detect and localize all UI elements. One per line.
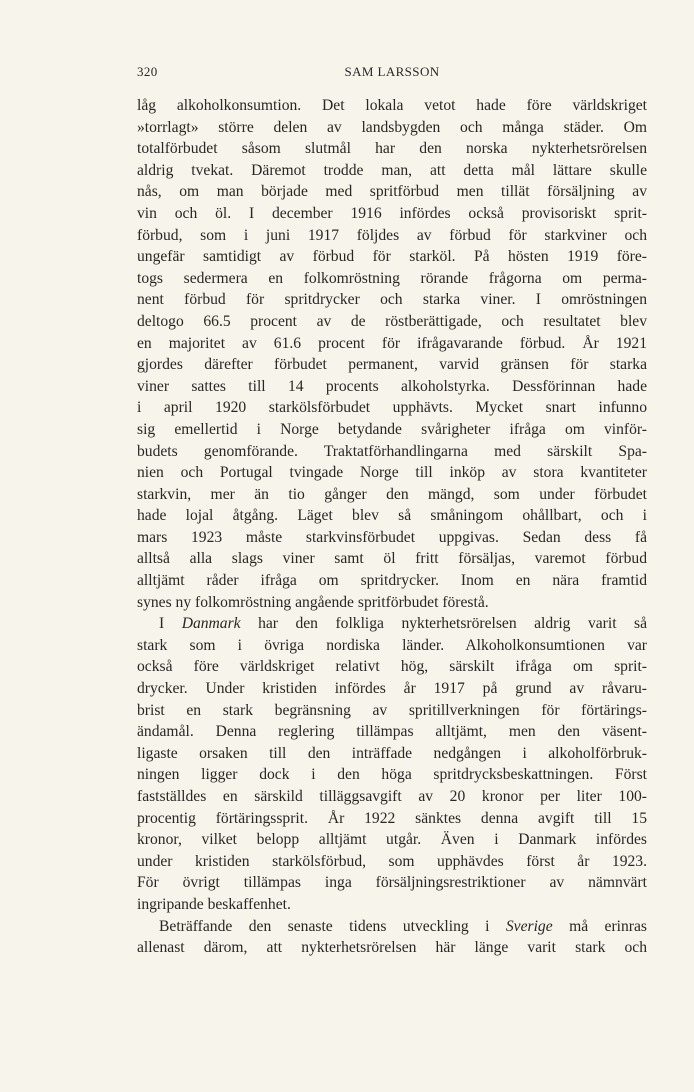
text-line: sig emellertid i Norge betydande svårigheter ifråga om vinför- xyxy=(137,420,647,438)
text-line xyxy=(137,916,647,938)
text-line: alltså alla slags viner samt öl fritt försäljas, varemot förbud xyxy=(137,550,647,568)
body-text xyxy=(137,95,647,959)
italic-place-name: Sverige xyxy=(505,917,553,935)
text-line: förbud, som i juni 1917 följdes av förbud för starkviner och xyxy=(137,226,647,244)
text-line: fastställdes en särskild tilläggsavgift av 20 kronor per liter 100- xyxy=(137,788,647,805)
text-line: aldrig tvekat. Däremot trodde man, att detta mål lättare skulle xyxy=(137,161,647,179)
page-number: 320 xyxy=(137,64,158,79)
running-head: SAM LARSSON xyxy=(344,64,440,79)
text-line: hade lojal åtgång. Läget blev så småningom ohållbart, och i xyxy=(137,507,647,525)
text-line: stark som i övriga nordiska länder. Alkoholkonsumtionen var xyxy=(137,636,647,654)
text-line: nent förbud för spritdrycker och starka viner. I omröstningen xyxy=(137,291,647,309)
text-line: i april 1920 starkölsförbudet upphävts. Mycket snart infunno xyxy=(137,399,647,417)
text-line: ningen ligger dock i den höga spritdrycksbeskattningen. Först xyxy=(137,766,647,784)
text-line: brist en stark begränsning av spritillverkningen för förtärings- xyxy=(137,701,647,719)
italic-place-name: Danmark xyxy=(181,615,241,633)
text-line: budets genomförande. Traktatförhandlingarna med särskilt Spa- xyxy=(137,442,647,460)
text-line: ingripande beskaffenhet. xyxy=(137,895,291,913)
text-line: låg alkoholkonsumtion. Det lokala vetot hade före världskriget xyxy=(137,97,647,114)
text-line: nien och Portugal tvingade Norge till inköp av stora kvantiteter xyxy=(137,464,647,482)
text-line: totalförbudet såsom slutmål har den norska nykterhetsrörelsen xyxy=(137,140,647,158)
text-line: viner sattes till 14 procents alkoholstyrka. Dessförinnan hade xyxy=(137,377,647,395)
text-line: deltogo 66.5 procent av de röstberättigade, och resultatet blev xyxy=(137,312,647,330)
text-line: vin och öl. I december 1916 infördes också provisoriskt sprit- xyxy=(137,204,647,222)
text-line: ungefär samtidigt av förbud för starköl. På hösten 1919 före- xyxy=(137,248,647,266)
text-line: mars 1923 måste starkvinsförbudet uppgivas. Sedan dess få xyxy=(137,528,647,546)
text-line: togs sedermera en folkomröstning rörande frågorna om perma- xyxy=(137,269,647,287)
text-line: allenast därom, att nykterhetsrörelsen här länge varit stark och xyxy=(137,939,647,957)
text-line: synes ny folkomröstning angående spritförbudet förestå. xyxy=(137,593,489,611)
text-line: ändamål. Denna reglering tillämpas alltjämt, men den väsent- xyxy=(137,723,647,741)
text-line: en majoritet av 61.6 procent för ifrågavarande förbud. År 1921 xyxy=(137,334,647,352)
text-line: ligaste orsaken till den inträffade nedgången i alkoholförbruk- xyxy=(137,744,647,762)
text-segment: I xyxy=(159,615,182,633)
text-line: kronor, vilket belopp alltjämt utgår. Även i Danmark infördes xyxy=(137,831,647,849)
text-line: drycker. Under kristiden infördes år 1917 på grund av råvaru- xyxy=(137,680,647,698)
text-line: under kristiden starkölsförbud, som upphävdes först år 1923. xyxy=(137,852,647,870)
text-segment: har den folkliga nykterhetsrörelsen aldrig varit så xyxy=(240,615,648,633)
text-line xyxy=(137,613,647,635)
text-segment: Beträffande den senaste tidens utveckling i xyxy=(159,917,506,935)
text-line: starkvin, mer än tio gånger den mängd, som under förbudet xyxy=(137,485,647,503)
text-line: För övrigt tillämpas inga försäljningsrestriktioner av nämnvärt xyxy=(137,874,647,892)
text-line: »torrlagt» större delen av landsbygden och många städer. Om xyxy=(137,118,647,136)
text-line: alltjämt råder ifråga om spritdrycker. Inom en nära framtid xyxy=(137,572,647,590)
text-line: procentig förtäringssprit. År 1922 sänktes denna avgift till 15 xyxy=(137,809,647,827)
text-line: gjordes därefter förbudet permanent, varvid gränsen för starka xyxy=(137,356,647,374)
text-segment: må erinras xyxy=(552,917,647,935)
text-line: nås, om man började med spritförbud men tillät försäljning av xyxy=(137,183,647,201)
text-line: också före världskriget relativt hög, särskilt ifråga om sprit- xyxy=(137,658,647,676)
page-header xyxy=(137,64,647,84)
